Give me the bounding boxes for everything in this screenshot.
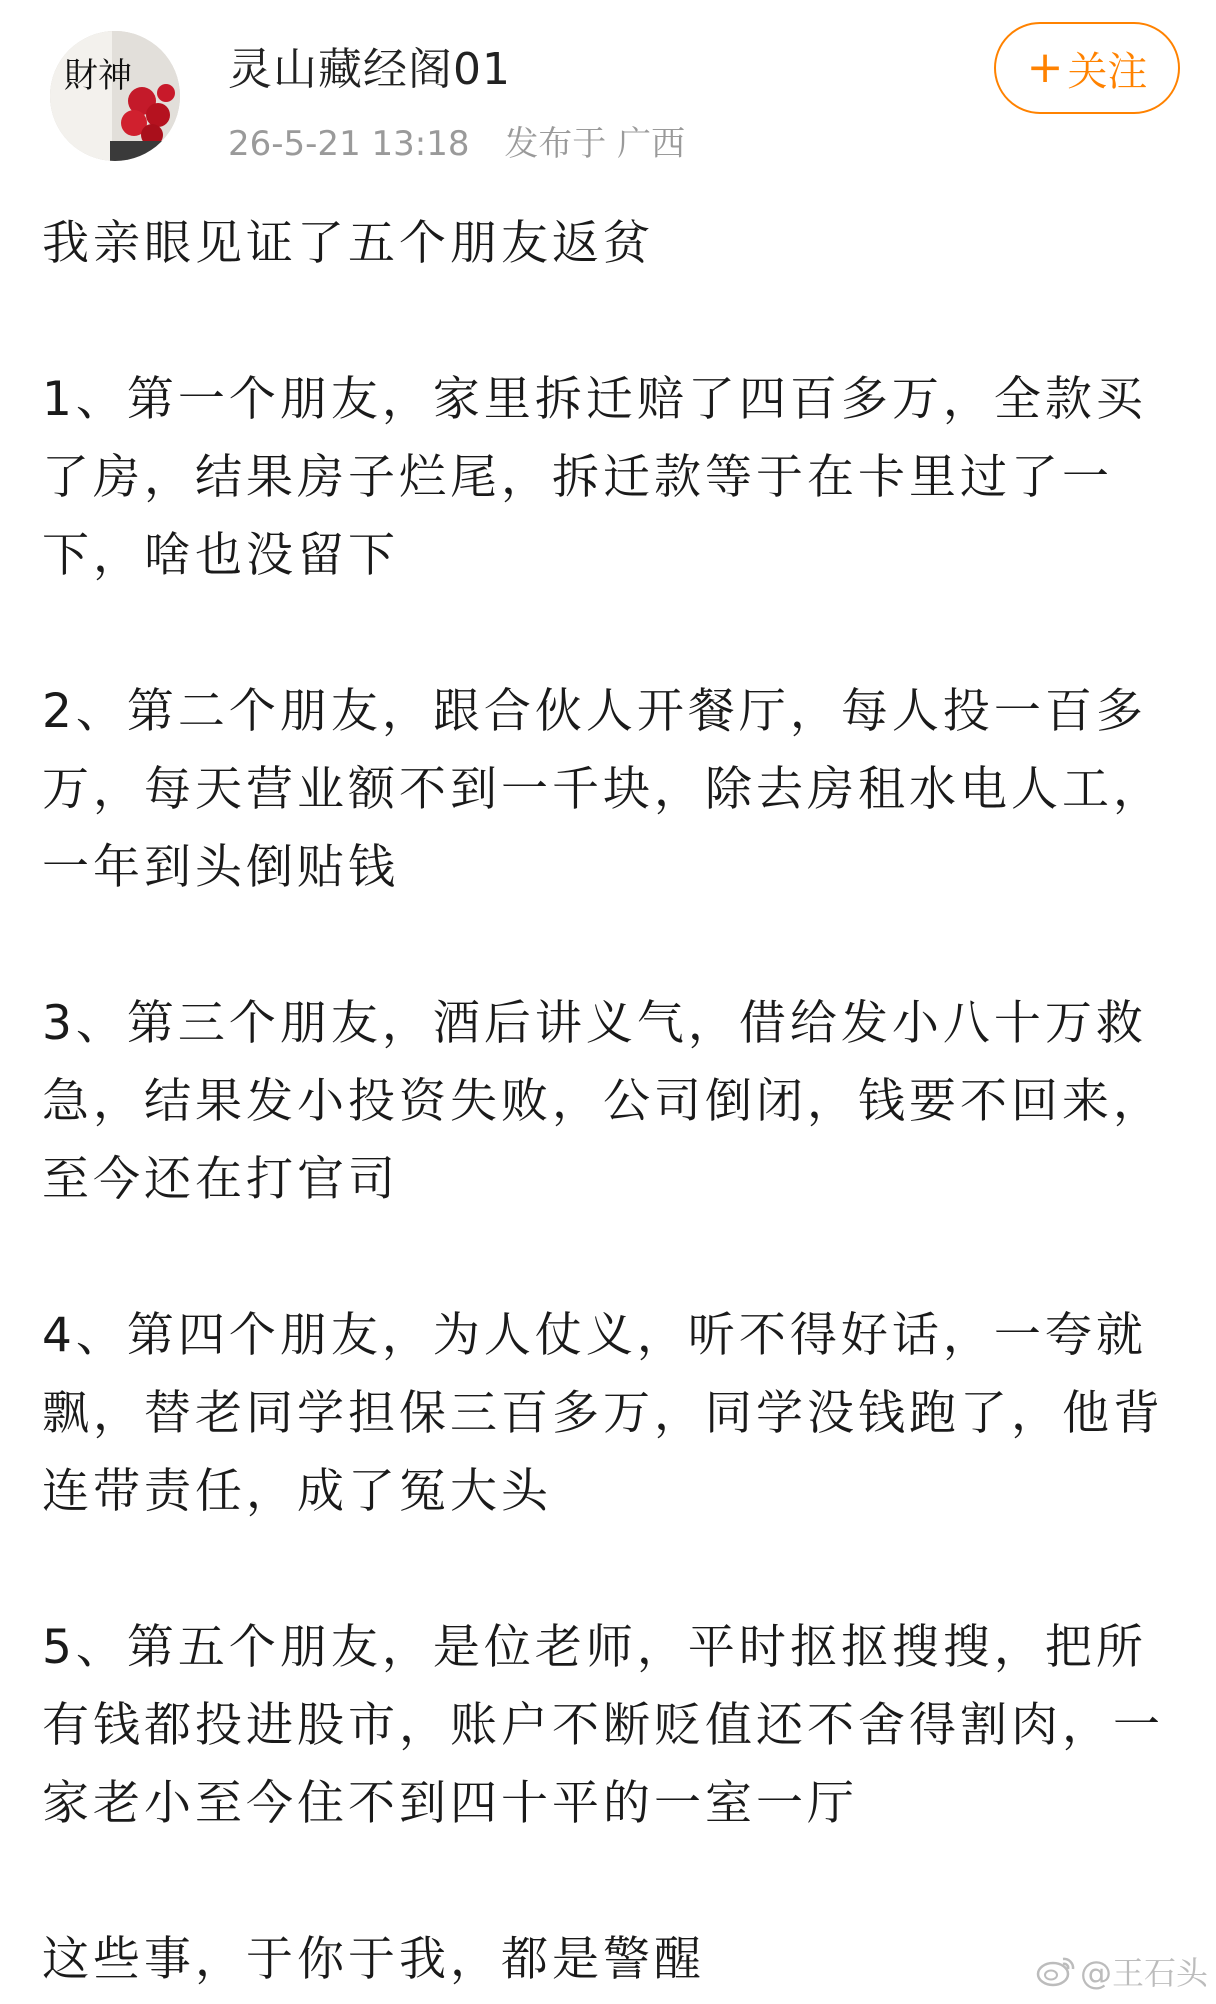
watermark-text: @王石头 (1079, 1954, 1208, 1992)
post-closing: 这些事，于你于我，都是警醒 (42, 1932, 705, 1987)
author-avatar[interactable] (50, 31, 180, 161)
post-title: 我亲眼见证了五个朋友返贫 (42, 216, 654, 271)
post-header (0, 0, 1216, 190)
post-paragraph-1: 1、第一个朋友，家里拆迁赔了四百多万，全款买了房，结果房子烂尾，拆迁款等于在卡里过了一下，啥也没留下 (42, 372, 1147, 583)
post-location: 发布于 广西 (504, 124, 686, 164)
follow-button[interactable] (994, 22, 1180, 114)
post-paragraph-5: 5、第五个朋友，是位老师，平时抠抠搜搜，把所有钱都投进股市，账户不断贬值还不舍得割肉，一家老小至今住不到四十平的一室一厅 (42, 1620, 1164, 1831)
weibo-watermark (1036, 1948, 1208, 1994)
post-paragraph-4: 4、第四个朋友，为人仗义，听不得好话，一夸就飘，替老同学担保三百多万，同学没钱跑了，他背连带责任，成了冤大头 (42, 1308, 1164, 1519)
weibo-icon (1036, 1955, 1076, 1987)
post-paragraph-3: 3、第三个朋友，酒后讲义气，借给发小八十万救急，结果发小投资失败，公司倒闭，钱要不回来，至今还在打官司 (42, 996, 1164, 1207)
post-meta (228, 122, 709, 166)
follow-button-label: 关注 (1067, 48, 1148, 95)
post-content (42, 205, 1182, 1999)
avatar-calligraphy: 財神 (64, 56, 132, 96)
plus-icon: + (1026, 42, 1064, 93)
caishen-avatar-icon (50, 31, 180, 161)
post-paragraph-2: 2、第二个朋友，跟合伙人开餐厅，每人投一百多万，每天营业额不到一千块，除去房租水电人工，一年到头倒贴钱 (42, 684, 1164, 895)
post-timestamp: 26-5-21 13:18 (228, 124, 470, 164)
author-name[interactable]: 灵山藏经阁01 (228, 44, 511, 95)
